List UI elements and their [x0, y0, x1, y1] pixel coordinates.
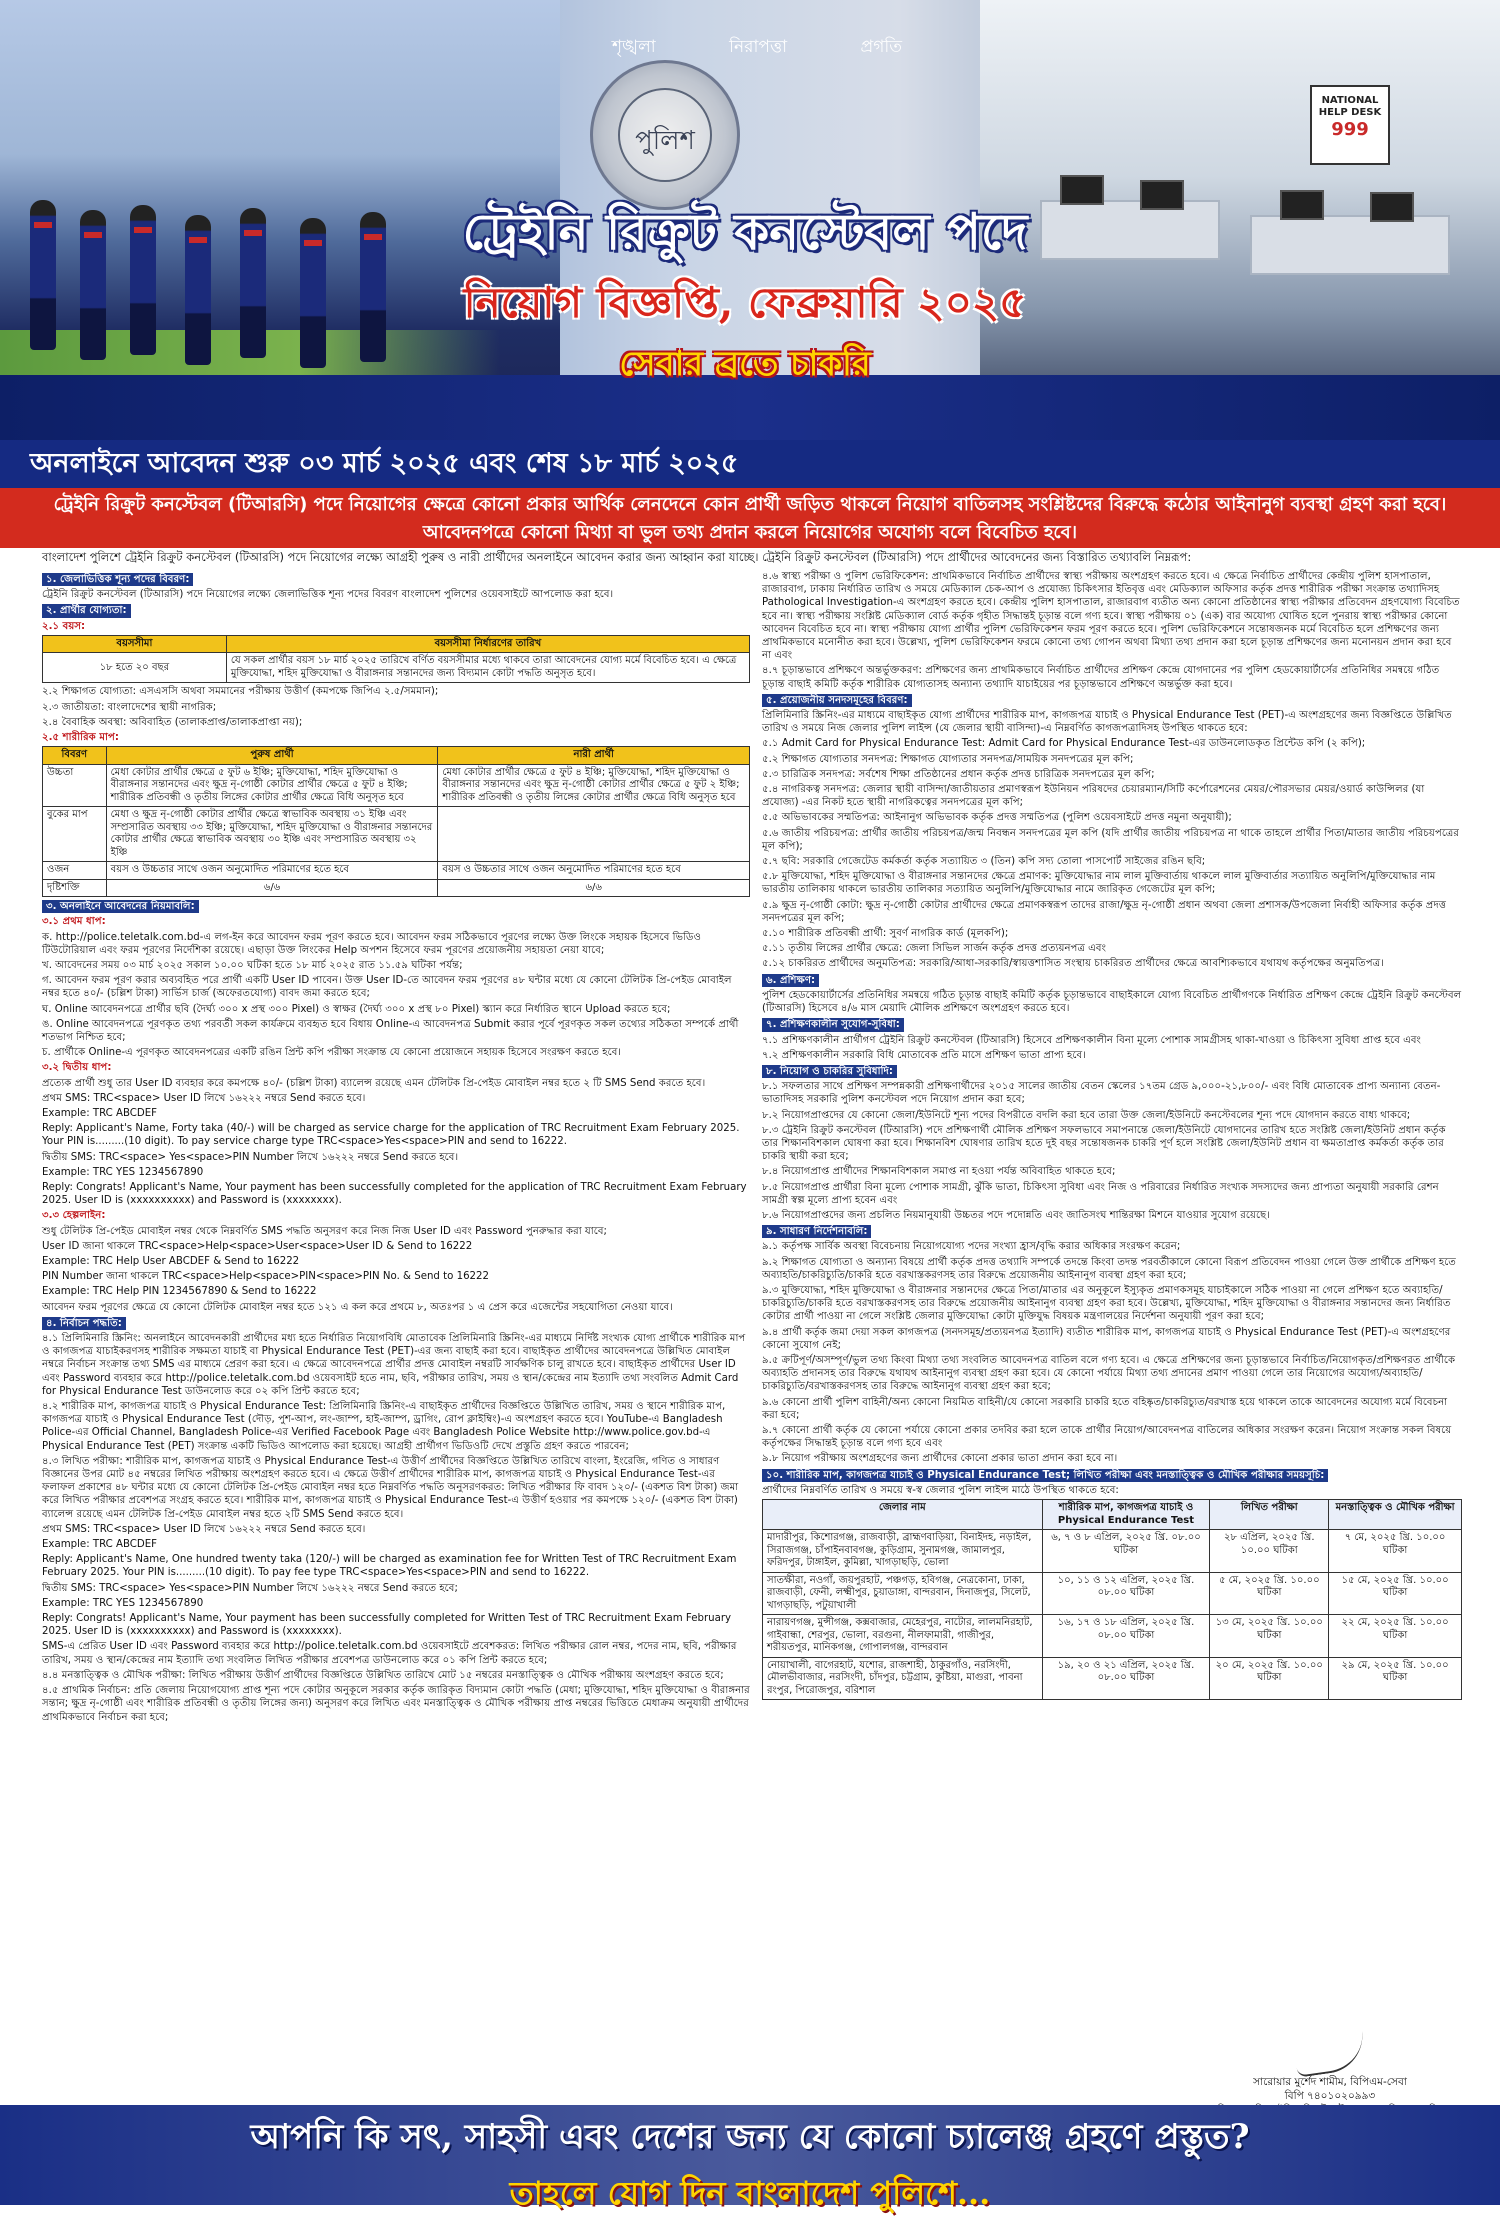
- table-cell: ৬/৬: [106, 879, 438, 897]
- paragraph: ৯.৩ মুক্তিযোদ্ধা, শহিদ মুক্তিযোদ্ধা ও বীরাঙ্গনার সন্তানদের ক্ষেত্রে পিতা/মাতার এর অনুকূলে ইস্যুকৃত প্রমাণকসমূহ যাচাইকালে সঠিক পাওয়া না গেলে প্রশিক্ষণ হতে অব্যাহতি/চাকরিচ্যুতি/চাকরি হতে বরখাস্তকরণসহ তার বিরুদ্ধে প্রয়োজনীয় আইনানুগ ব্যবস্থা গ্রহণ করা হবে। উল্লেখ্য, মুক্তিযোদ্ধা, শহিদ মুক্তিযোদ্ধা ও বীরাঙ্গনার সন্তানদের জন্য নির্ধারিত কোটার প্রার্থী পাওয়া না গেলে সংশ্লিষ্ট জেলার মুক্তিযোদ্ধা কোটা মুক্তিযুদ্ধ বিষয়ক মন্ত্রণালয়ের নির্দেশনা অনুযায়ী পূরণ করা হবে;: [762, 1284, 1451, 1323]
- paragraph: ৮.৩ ট্রেইনি রিক্রুট কনস্টেবল (টিআরসি) পদে প্রশিক্ষণার্থী মৌলিক প্রশিক্ষণ সফলভাবে সমাপনান্তে জেলা/ইউনিটে যোগদানের তারিখ হতে সংশ্লিষ্ট জেলা/ইউনিট প্রধান কর্তৃক তার শিক্ষানবিশকাল ঘোষণা করা হবে। শিক্ষানবিশ ঘোষণার তারিখ হতে দুই বছর সন্তোষজনক চাকরি পূর্ণ হলে সংশ্লিষ্ট জেলা/ইউনিট প্রধান বা ক্ষমতাপ্রাপ্ত কর্মকর্তা কর্তৃক তার চাকরি স্থায়ী করা হবে;: [762, 1124, 1446, 1163]
- paragraph: ক. http://police.teletalk.com.bd-এ লগ-ইন করে আবেদন ফরম পূরণ করতে হবে। আবেদন ফরম সঠিকভাবে পূরণের লক্ষ্যে উক্ত লিংকে সহায়ক হিসেবে ভিডিও টিউটোরিয়াল এবং ফরম পূরণের নির্দেশিকা রয়েছে। এছাড়া উক্ত লিংকের Help অপশন হিসেবে ফরম পূরণের প্রয়োজনীয় সহায়তা নেয়া যাবে;: [42, 931, 702, 956]
- paragraph: ৪.৬ স্বাস্থ্য পরীক্ষা ও পুলিশ ভেরিফিকেশন: প্রাথমিকভাবে নির্বাচিত প্রার্থীদের স্বাস্থ্য পরীক্ষায় অংশগ্রহণ করতে হবে। এ ক্ষেত্রে নির্বাচিত প্রার্থীদের কেন্দ্রীয় পুলিশ হাসপাতাল, রাজারবাগ, ঢাকায় নির্ধারিত তারিখ ও সময়ে মেডিক্যাল চেক-আপ ও প্রযোজ্য চিকিৎসার ইতিবৃত্ত এবং মেডিক্যাল অফিসার কর্তৃক প্রদত্ত শারীরিক পরীক্ষা সংক্রান্ত তথ্যাদিসহ Pathological Investigation-এ অংশগ্রহণ করতে হবে। কেন্দ্রীয় পুলিশ হাসপাতাল, রাজারবাগ ব্যতীত অন্য কোনো প্রতিষ্ঠানের স্বাস্থ্য পরীক্ষার প্রতিবেদন গ্রহণযোগ্য বিবেচিত হবে না। স্বাস্থ্য পরীক্ষায় সংশ্লিষ্ট মেডিক্যাল বোর্ড কর্তৃক গৃহীত সিদ্ধান্তই চূড়ান্ত বলে গণ্য হবে। স্বাস্থ্য পরীক্ষায় ০১ (এক) বার অযোগ্য ঘোষিত হলে পুনরায় স্বাস্থ্য পরীক্ষার কোনো আবেদন বিবেচিত হবে না। স্বাস্থ্য পরীক্ষায় যোগ্য প্রার্থীর পুলিশ ভেরিফিকেশন ফরম পূরণ করতে হবে। পুলিশ ভেরিফিকেশনে সন্তোষজনক মর্মে বিবেচিত হলে প্রশিক্ষণের জন্য প্রাথমিকভাবে মনোনীত করা হবে। উল্লেখ্য, পুলিশ ভেরিফিকেশন ফরমে কোনো তথ্য গোপন অথবা মিথ্যা তথ্য প্রদান করা হলে চূড়ান্ত প্রশিক্ষণের জন্য মনোনয়ন প্রদান করা হবে না এবং: [762, 571, 1460, 662]
- help-desk-999-sign: [1310, 85, 1390, 165]
- footer-question: আপনি কি সৎ, সাহসী এবং দেশের জন্য যে কোনো চ্যালেঞ্জ গ্রহণে প্রস্তুত?: [250, 2117, 1250, 2157]
- table-cell: ১৯, ২০ ও ২১ এপ্রিল, ২০২৫ খ্রি. ০৮.০০ ঘটিকা: [1042, 1657, 1210, 1700]
- motto: [612, 34, 902, 62]
- paragraph: পুলিশ হেডকোয়ার্টার্সের প্রতিনিধির সমন্বয়ে গঠিত চূড়ান্ত বাছাই কমিটি কর্তৃক চূড়ান্তভাবে বাছাইকালে যোগ্য বিবেচিত প্রার্থীগণকে নির্ধারিত প্রশিক্ষণ কেন্দ্রে ট্রেইনি রিক্রুট কনস্টেবল (টিআরসি) হিসেবে ৪/৬ মাস মেয়াদি মৌলিক প্রশিক্ষণে অংশগ্রহণ করতে হবে।: [762, 989, 1462, 1015]
- sub-heading: ৩.২ দ্বিতীয় ধাপ:: [42, 1062, 112, 1074]
- paragraph: User ID জানা থাকলে TRC<space>Help<space>User<space>User ID & Send to 16222: [42, 1240, 473, 1252]
- table-cell: ৬/৬: [438, 879, 750, 897]
- paragraph: ৪.৩ লিখিত পরীক্ষা: শারীরিক মাপ, কাগজপত্র যাচাই ও Physical Endurance Test-এ উত্তীর্ণ প্রার্থীদের বিজ্ঞপ্তিতে উল্লিখিত তারিখে বাংলা, ইংরেজি, গণিত ও সাধারণ বিজ্ঞানের উপর মোট ৪৫ নম্বরের লিখিত পরীক্ষায় অংশগ্রহণ করতে হবে। এ ক্ষেত্রে উত্তীর্ণ প্রার্থীদের শারীরিক মাপ, কাগজপত্র যাচাই ও Physical Endurance Test-এর ফলাফল প্রকাশের ৪৮ ঘন্টার মধ্যে যে কোনো টেলিটক প্রি-পেইড মোবাইল নম্বর হতে নিম্নবর্ণিত পদ্ধতি অনুসরণকরত: লিখিত পরীক্ষার ফি বাবদ ১২০/- (একশত বিশ টাকা) জমা করে লিখিত পরীক্ষার প্রবেশপত্র সংগ্রহ করতে হবে। শারীরিক মাপ, কাগজপত্র যাচাই ও Physical Endurance Test-এ উত্তীর্ণ হওয়ার পর কমপক্ষে ১২০/- (একশত বিশ টাকা) ব্যালেন্স রয়েছে এমন টেলিটক প্রি-পেইড মোবাইল নম্বর হতে ২টি SMS Send করতে হবে।: [42, 1455, 739, 1520]
- paragraph: ৪.৫ প্রাথমিক নির্বাচন: প্রতি জেলায় নিয়োগযোগ্য প্রাপ্ত শূন্য পদে কোটার অনুকূলে সরকার কর্তৃক জারিকৃত বিদ্যমান কোটা পদ্ধতি (মেধা; মুক্তিযোদ্ধা, শহিদ মুক্তিযোদ্ধা ও বীরাঙ্গনার সন্তান; ক্ষুদ্র নৃ-গোষ্ঠী এবং শারীরিক প্রতিবন্ধী ও তৃতীয় লিঙ্গের জন্য) অনুসরণ করে লিখিত এবং মনস্তাত্ত্বিক ও মৌখিক পরীক্ষায় প্রাপ্ত নম্বরের ভিত্তিতে মেধাক্রম অনুযায়ী প্রার্থীদের প্রাথমিকভাবে নির্বাচন করা হবে;: [42, 1685, 750, 1723]
- paragraph: ৭.১ প্রশিক্ষণকালীন প্রার্থীগণ ট্রেইনি রিক্রুট কনস্টেবল (টিআরসি) হিসেবে প্রশিক্ষণকালীন বিনা মূল্যে পোশাক সামগ্রীসহ থাকা-খাওয়া ও চিকিৎসা সুবিধা প্রাপ্ত হবে এবং: [762, 1034, 1421, 1046]
- table-header: পুরুষ প্রার্থী: [106, 747, 438, 765]
- paragraph: SMS-এ প্রেরিত User ID এবং Password ব্যবহার করে http://police.teletalk.com.bd ওয়েবসাইটে প্রবেশকরত: লিখিত পরীক্ষার রোল নম্বর, পদের নাম, ছবি, পরীক্ষার তারিখ, সময় ও স্থান/কেন্দ্রের নাম ইত্যাদি তথ্য সংবলিত লিখিত পরীক্ষার প্রবেশপত্র ডাউনলোড করে ০১ কপি প্রিন্ট করতে হবে;: [42, 1641, 737, 1666]
- paragraph: শুধু টেলিটক প্রি-পেইড মোবাইল নম্বর থেকে নিম্নবর্ণিত SMS পদ্ধতি অনুসরণ করে নিজ নিজ User ID এবং Password পুনরুদ্ধার করা যাবে;: [42, 1225, 607, 1237]
- table-cell: মেধা কোটার প্রার্থীর ক্ষেত্রে ৫ ফুট ৪ ইঞ্চি; মুক্তিযোদ্ধা, শহিদ মুক্তিযোদ্ধা ও বীরাঙ্গনার সন্তানদের এবং ক্ষুদ্র নৃ-গোষ্ঠী কোটার প্রার্থীর ক্ষেত্রে ৫ ফুট ২ ইঞ্চি; শারীরিক প্রতিবন্ধী ও তৃতীয় লিঙ্গের কোটার প্রার্থীর ক্ষেত্রে বিধি অনুসৃত হবে: [438, 764, 750, 807]
- warning-banner: ট্রেইনি রিক্রুট কনস্টেবল (টিআরসি) পদে নিয়োগের ক্ষেত্রে কোনো প্রকার আর্থিক লেনদেনে কোন প্রার্থী জড়িত থাকলে নিয়োগ বাতিলসহ সংশ্লিষ্টদের বিরুদ্ধে কঠোর আইনানুগ ব্যবস্থা গ্রহণ করা হবে। আবেদনপত্রে কোনো মিথ্যা বা ভুল তথ্য প্রদান করলে নিয়োগের অযোগ্য বলে বিবেচিত হবে।: [0, 488, 1500, 548]
- tagline: সেবার ব্রতে চাকরি: [619, 344, 871, 384]
- table-cell: মাদারীপুর, কিশোরগঞ্জ, রাজবাড়ী, ব্রাহ্মণবাড়িয়া, বিনাইদহ, নড়াইল, সিরাজগঞ্জ, চাঁপাইনবাবগঞ্জ, কুড়িগ্রাম, সুনামগঞ্জ, জামালপুর, ফরিদপুর, টাঙ্গাইল, কুমিল্লা, খাগড়াছড়ি, ভোলা: [763, 1530, 1043, 1573]
- paragraph: প্রত্যেক প্রার্থী শুধু তার User ID ব্যবহার করে কমপক্ষে ৪০/- (চল্লিশ টাকা) ব্যালেন্স রয়েছে এমন টেলিটক প্রি-পেইড মোবাইল নম্বর হতে ২ টি SMS Send করতে হবে।: [42, 1077, 706, 1089]
- paragraph: প্রিলিমিনারি স্ক্রিনিং-এর মাধ্যমে বাছাইকৃত যোগ্য প্রার্থীদের শারীরিক মাপ, কাগজপত্র যাচাই ও Physical Endurance Test (PET)-এ অংশগ্রহণের জন্য বিজ্ঞপ্তিতে উল্লিখিত তারিখ ও সময়ে নিজ জেলার পুলিশ লাইন্স (যে জেলার স্থায়ী বাসিন্দা)-এ নিম্নবর্ণিত কাগজপত্রাদিসহ উপস্থিত থাকতে হবে:: [762, 710, 1452, 735]
- paragraph: ৫.৫ অভিভাবকের সম্মতিপত্র: আইনানুগ অভিভাবক কর্তৃক প্রদত্ত সম্মতিপত্র (পুলিশ ওয়েবসাইটে প্রদত্ত নমুনা অনুযায়ী);: [762, 812, 1232, 824]
- paragraph: ২.২ শিক্ষাগত যোগ্যতা: এসএসসি অথবা সমমানের পরীক্ষায় উত্তীর্ণ (কমপক্ষে জিপিএ ২.৫/সমমান);: [42, 686, 439, 698]
- section-heading: ৯. সাধারণ নির্দেশনাবলি:: [762, 1225, 871, 1238]
- parade-soldier: [300, 218, 326, 368]
- section-heading: ১০. শারীরিক মাপ, কাগজপত্র যাচাই ও Physical Endurance Test; লিখিত পরীক্ষা এবং মনস্তাত্ত্বিক ও মৌখিক পরীক্ষার সময়সূচি:: [762, 1469, 1328, 1482]
- table-row: [763, 1657, 1462, 1700]
- paragraph: ৯.৮ নিয়োগ পরীক্ষায় অংশগ্রহণের জন্য প্রার্থীদের কোনো প্রকার ভাতা প্রদান করা হবে না।: [762, 1453, 1118, 1465]
- schedule-table: [762, 1499, 1462, 1700]
- table-cell: দৃষ্টিশক্তি: [43, 879, 107, 897]
- helpdesk-number: 999: [1331, 119, 1369, 140]
- emblem-text: পুলিশ: [635, 126, 695, 156]
- paragraph: ৯.২ শিক্ষাগত যোগ্যতা ও অন্যান্য বিষয়ে প্রার্থী কর্তৃক প্রদত্ত তথ্যাদি সম্পর্কে তদন্তে কিংবা তদন্ত পরবর্তীকালে কোনো বিরূপ প্রতিবেদন পাওয়া গেলে উক্ত প্রার্থীকে প্রশিক্ষণ হতে অব্যাহতি/চাকরিচ্যুতি/চাকরি হতে বরখাস্তকরণসহ তার বিরুদ্ধে প্রয়োজনীয় আইনানুগ ব্যবস্থা গ্রহণ করা হবে;: [762, 1256, 1456, 1281]
- paragraph: চ. প্রার্থীকে Online-এ পূরণকৃত আবেদনপত্রের একটি রঙিন প্রিন্ট কপি পরীক্ষা সংক্রান্ত যে কোনো প্রয়োজনে সহায়ক হিসেবে সংরক্ষণ করতে হবে।: [42, 1047, 622, 1059]
- table-cell: ওজন: [43, 862, 107, 880]
- table-cell: [438, 807, 750, 862]
- paragraph: প্রার্থীদের নিম্নবর্ণিত তারিখ ও সময়ে স্ব-স্ব জেলার পুলিশ লাইন্স মাঠে উপস্থিত থাকতে হবে:: [762, 1484, 1119, 1496]
- helpdesk-top: NATIONAL HELP DESK: [1318, 95, 1382, 118]
- paragraph: PIN Number জানা থাকলে TRC<space>Help<space>PIN<space>PIN No. & Send to 16222: [42, 1271, 489, 1283]
- table-header: নারী প্রার্থী: [438, 747, 750, 765]
- paragraph: ৫.১ Admit Card for Physical Endurance Test: Admit Card for Physical Endurance Test-এর ডাউনলোডকৃত প্রিন্টেড কপি (২ কপি);: [762, 738, 1366, 750]
- table-cell: ২০ মে, ২০২৫ খ্রি. ১০.০০ ঘটিকা: [1210, 1657, 1329, 1700]
- paragraph: ৪.১ প্রিলিমিনারি স্ক্রিনিং: অনলাইনে আবেদনকারী প্রার্থীদের মধ্য হতে নির্ধারিত নিয়োগবিধি মোতাবেক প্রিলিমিনারি স্ক্রিনিং-এর মাধ্যমে নির্দিষ্ট সংখ্যক যোগ্য প্রার্থীকে শারীরিক মাপ ও কাগজপত্র যাচাইকরণসহ শারীরিক সক্ষমতা যাচাই বা Physical Endurance Test (PET)-এর জন্য বাছাই করা হবে। বাছাইকৃত প্রার্থীদের আবেদনপত্রে উল্লিখিত মোবাইল নম্বরে নির্বাচন সংক্রান্ত তথ্য SMS এর মাধ্যমে প্রেরণ করা হবে। এ ক্ষেত্রে আবেদনপত্রে প্রার্থীর প্রদত্ত মোবাইল নম্বরটি সার্বক্ষণিক চালু রাখতে হবে। বাছাইকৃত প্রার্থীদের User ID এবং Password ব্যবহার করে http://police.teletalk.com.bd ওয়েবসাইট হতে নাম, ছবি, পরীক্ষার তারিখ, সময় ও স্থান/কেন্দ্রের নাম ইত্যাদি তথ্য সংবলিত Admit Card for Physical Endurance Test ডাউনলোড করে ০২ কপি প্রিন্ট করতে হবে;: [42, 1333, 746, 1397]
- parade-soldier: [360, 212, 386, 362]
- paragraph: ৫.২ শিক্ষাগত যোগ্যতার সনদপত্র: শিক্ষাগত যোগ্যতার সনদপত্র/সাময়িক সনদপত্রের মূল কপি;: [762, 753, 1134, 765]
- paragraph: ৮.৫ নিয়োগপ্রাপ্ত প্রার্থীরা বিনা মূল্যে পোশাক সামগ্রী, ঝুঁকি ভাতা, চিকিৎসা সুবিধা এবং নিজ ও পরিবারের নির্ধারিত সংখ্যক সদস্যদের জন্য প্রাপ্যতা অনুযায়ী সরকারি রেশন সামগ্রী স্বল্প মূল্যে প্রাপ্য হবেন এবং: [762, 1181, 1439, 1206]
- paragraph: Example: TRC Help PIN 1234567890 & Send to 16222: [42, 1286, 317, 1298]
- table-header: বয়সসীমা নির্ধারণের তারিখ: [226, 635, 749, 653]
- table-cell: মেধা ও ক্ষুদ্র নৃ-গোষ্ঠী কোটার প্রার্থীর ক্ষেত্রে স্বাভাবিক অবস্থায় ৩১ ইঞ্চি এবং সম্প্রসারিত অবস্থায় ৩৩ ইঞ্চি; মুক্তিযোদ্ধা, শহিদ মুক্তিযোদ্ধা ও বীরাঙ্গনার সন্তানদের কোটার প্রার্থীর ক্ষেত্রে স্বাভাবিক অবস্থায় ৩০ ইঞ্চি এবং সম্প্রসারিত অবস্থায় ৩২ ইঞ্চি: [106, 807, 438, 862]
- parade-soldier: [80, 210, 106, 360]
- table-cell: বুকের মাপ: [43, 807, 107, 862]
- age-table: [42, 635, 750, 684]
- paragraph: প্রথম SMS: TRC<space> User ID লিখে ১৬২২২ নম্বরে Send করতে হবে।: [42, 1092, 366, 1104]
- paragraph: ৯.১ কর্তৃপক্ষ সার্বিক অবস্থা বিবেচনায় নিয়োগযোগ্য পদের সংখ্যা হ্রাস/বৃদ্ধি করার অধিকার সংরক্ষণ করেন;: [762, 1241, 1181, 1253]
- parade-soldier: [130, 205, 156, 355]
- paragraph: ৭.২ প্রশিক্ষণকালীন সরকারি বিধি মোতাবেক প্রতি মাসে প্রশিক্ষণ ভাতা প্রাপ্য হবে।: [762, 1049, 1086, 1061]
- table-row: [763, 1572, 1462, 1615]
- motto-word: প্রগতি: [860, 37, 902, 57]
- paragraph: আবেদন ফরম পূরণের ক্ষেত্রে যে কোনো টেলিটক মোবাইল নম্বর হতে ১২১ এ কল করে প্রথমে ৮, অতঃপর ১ এ প্রেস করে এজেন্টের সহযোগিতা নেওয়া যাবে।: [42, 1301, 673, 1313]
- section-heading: ২. প্রার্থীর যোগ্যতা:: [42, 604, 131, 617]
- table-cell: ৬, ৭ ও ৮ এপ্রিল, ২০২৫ খ্রি. ০৮.০০ ঘটিকা: [1042, 1530, 1210, 1573]
- table-cell: বয়স ও উচ্চতার সাথে ওজন অনুমোদিত পরিমাণের হতে হবে: [106, 862, 438, 880]
- signature-icon: [1293, 2030, 1368, 2077]
- table-header: শারীরিক মাপ, কাগজপত্র যাচাই ও Physical Endurance Test: [1042, 1500, 1210, 1530]
- table-cell: ১৩ মে, ২০২৫ খ্রি. ১০.০০ ঘটিকা: [1210, 1615, 1329, 1658]
- table-cell: ৭ মে, ২০২৫ খ্রি. ১০.০০ ঘটিকা: [1329, 1530, 1462, 1573]
- paragraph: ট্রেইনি রিক্রুট কনস্টেবল (টিআরসি) পদে নিয়োগের লক্ষ্যে জেলাভিত্তিক শূন্য পদের বিবরণ বাংলাদেশ পুলিশের ওয়েবসাইটে আপলোড করা হবে।: [42, 589, 614, 601]
- sub-heading: ৩.৩ হেল্পলাইন:: [42, 1210, 106, 1222]
- table-cell: যে সকল প্রার্থীর বয়স ১৮ মার্চ ২০২৫ তারিখে বর্ণিত বয়সসীমার মধ্যে থাকবে তারা আবেদনের যোগ্য মর্মে বিবেচিত হবে। এ ক্ষেত্রে মুক্তিযোদ্ধা, শহিদ মুক্তিযোদ্ধা ও বীরাঙ্গনার সন্তানদের জন্য বিদ্যমান কোটা পদ্ধতি অনুসৃত হবে।: [226, 653, 749, 683]
- section-heading: ৮. নিয়োগ ও চাকরির সুবিধাদি:: [762, 1065, 897, 1078]
- monitor: [1140, 180, 1184, 210]
- table-cell: নোয়াখালী, বাগেরহাট, যশোর, রাজশাহী, ঠাকুরগাঁও, নরসিংদী, মৌলভীবাজার, নরসিংদী, চাঁদপুর, চট্টগ্রাম, কুষ্টিয়া, মাগুরা, পাবনা রংপুর, পিরোজপুর, বরিশাল: [763, 1657, 1043, 1700]
- paragraph: ৮.৬ নিয়োগপ্রাপ্তদের জন্য প্রচলিত নিয়মানুযায়ী উচ্চতর পদে পদোন্নতি এবং জাতিসংঘ শান্তিরক্ষা মিশনে যাওয়ার সুযোগ রয়েছে।: [762, 1209, 1270, 1221]
- table-row: [763, 1530, 1462, 1573]
- paragraph: ৫.৩ চারিত্রিক সনদপত্র: সর্বশেষ শিক্ষা প্রতিষ্ঠানের প্রধান কর্তৃক প্রদত্ত চারিত্রিক সনদপত্রের মূল কপি;: [762, 768, 1155, 780]
- section-heading: ৫. প্রয়োজনীয় সনদসমূহের বিবরণ:: [762, 694, 912, 707]
- motto-word: নিরাপত্তা: [729, 37, 788, 57]
- intro-text: বাংলাদেশ পুলিশে ট্রেইনি রিক্রুট কনস্টেবল (টিআরসি) পদে নিয়োগের লক্ষ্যে আগ্রহী পুরুষ ও নারী প্রার্থীদের অনলাইনে আবেদন করার জন্য আহ্বান করা যাচ্ছে। ট্রেইনি রিক্রুট কনস্টেবল (টিআরসি) পদে প্রার্থীদের আবেদনের জন্য বিস্তারিত তথ্যাবলি নিম্নরূপ:: [42, 550, 1192, 564]
- paragraph: ঙ. Online আবেদনপত্রে পূরণকৃত তথ্য পরবর্তী সকল কার্যক্রমে ব্যবহৃত হবে বিধায় Online-এ আবেদনপত্র Submit করার পূর্বে পূরণকৃত সকল তথ্যের সঠিকতা সম্পর্কে প্রার্থী শতভাগ নিশ্চিত হবে;: [42, 1018, 739, 1043]
- sub-heading: ২.৫ শারীরিক মাপ:: [42, 731, 119, 743]
- online-application-banner: অনলাইনে আবেদন শুরু ০৩ মার্চ ২০২৫ এবং শেষ ১৮ মার্চ ২০২৫: [0, 440, 1500, 488]
- table-cell: ১৬, ১৭ ও ১৮ এপ্রিল, ২০২৫ খ্রি. ০৮.০০ ঘটিকা: [1042, 1615, 1210, 1658]
- paragraph: Reply: Applicant's Name, One hundred twenty taka (120/-) will be charged as examination fee for Written Test of TRC Recruitment Exam February 2025. Your PIN is.........(10 digit). To pay fee type TRC<space>Yes<space>PIN and send to 16222.: [42, 1554, 737, 1579]
- right-column: [762, 570, 1462, 1702]
- paragraph: Example: TRC Help User ABCDEF & Send to 16222: [42, 1256, 300, 1267]
- paragraph: গ. আবেদন ফরম পূরণ করার অব্যবহিত পরে প্রার্থী একটি User ID পাবেন। উক্ত User ID-তে আবেদন ফরম পূরণের ৪৮ ঘন্টার মধ্যে যে কোনো টেলিটক প্রি-পেইড মোবাইল নম্বর হতে ৪০/- (চল্লিশ টাকা) সার্ভিস চার্জ (অফেরতযোগ্য) বাবদ জমা করতে হবে;: [42, 975, 732, 1000]
- table-cell: ১৮ হতে ২০ বছর: [43, 653, 227, 683]
- paragraph: ৫.১১ তৃতীয় লিঙ্গের প্রার্থীর ক্ষেত্রে: জেলা সিভিল সার্জন কর্তৃক প্রদত্ত প্রত্যয়নপত্র এবং: [762, 943, 1106, 955]
- paragraph: প্রথম SMS: TRC<space> User ID লিখে ১৬২২২ নম্বরে Send করতে হবে।: [42, 1523, 366, 1535]
- section-heading: ৬. প্রশিক্ষণ:: [762, 974, 819, 987]
- table-header: বিবরণ: [43, 747, 107, 765]
- table-header: বয়সসীমা: [43, 635, 227, 653]
- paragraph: ২.৩ জাতীয়তা: বাংলাদেশের স্থায়ী নাগরিক;: [42, 701, 217, 713]
- monitor: [1280, 190, 1324, 220]
- paragraph: Example: TRC ABCDEF: [42, 1539, 158, 1551]
- table-cell: নারায়ণগঞ্জ, মুন্সীগঞ্জ, কক্সবাজার, মেহেরপুর, নাটোর, লালমনিরহাট, গাইবান্ধা, শেরপুর, ভোলা, বরগুনা, নীলফামারী, গাজীপুর, শরীয়তপুর, মানিকগঞ্জ, গোপালগঞ্জ, বান্দরবান: [763, 1615, 1043, 1658]
- paragraph: ৫.৯ ক্ষুদ্র নৃ-গোষ্ঠী কোটা: ক্ষুদ্র নৃ-গোষ্ঠী কোটার প্রার্থীদের ক্ষেত্রে প্রমাণকস্বরূপ তাদের রাজা/ক্ষুদ্র নৃ-গোষ্ঠী প্রধান অথবা জেলা প্রশাসক/উপজেলা নির্বাহী অফিসার কর্তৃক প্রদত্ত সনদপত্রের মূল কপি;: [762, 899, 1446, 924]
- paragraph: ৯.৭ কোনো প্রার্থী কর্তৃক যে কোনো পর্যায়ে কোনো প্রকার তদবির করা হলে তাকে প্রার্থীর নিয়োগ/আবেদনপত্র বাতিলের অধিকার সংরক্ষণ করেন। নিয়োগ সংক্রান্ত সকল বিষয়ে কর্তৃপক্ষের সিদ্ধান্তই চূড়ান্ত বলে গণ্য হবে এবং: [762, 1424, 1452, 1450]
- table-cell: উচ্চতা: [43, 764, 107, 807]
- section-heading: ৭. প্রশিক্ষণকালীন সুযোগ-সুবিধা:: [762, 1018, 904, 1031]
- table-cell: ২৯ মে, ২০২৫ খ্রি. ১০.০০ ঘটিকা: [1329, 1657, 1462, 1700]
- signatory-name: সারোয়ার মুর্শেদ শামীম, বিপিএম-সেবা: [1253, 2076, 1407, 2088]
- paragraph: খ. আবেদনের সময় ০৩ মার্চ ২০২৫ সকাল ১০.০০ ঘটিকা হতে ১৮ মার্চ ২০২৫ রাত ১১.৫৯ ঘটিকা পর্যন্ত;: [42, 959, 463, 971]
- paragraph: দ্বিতীয় SMS: TRC<space> Yes<space>PIN Number লিখে ১৬২২২ নম্বরে Send করতে হবে;: [42, 1582, 458, 1594]
- table-header: জেলার নাম: [763, 1500, 1043, 1530]
- paragraph: ৫.৪ নাগরিকত্ব সনদপত্র: জেলার স্থায়ী বাসিন্দা/জাতীয়তার প্রমাণস্বরূপ ইউনিয়ন পরিষদের চেয়ারম্যান/সিটি কর্পোরেশনের মেয়র/পৌরসভার মেয়র/ওয়ার্ড কাউন্সিলর (যা প্রযোজ্য) -এর নিকট হতে স্থায়ী নাগরিকত্বের সনদপত্রের মূল কপি;: [762, 784, 1425, 809]
- paragraph: ৪.২ শারীরিক মাপ, কাগজপত্র যাচাই ও Physical Endurance Test: প্রিলিমিনারি স্ক্রিনিং-এ বাছাইকৃত প্রার্থীদের বিজ্ঞপ্তিতে উল্লিখিত তারিখ, সময় ও স্থানে শারীরিক মাপ, কাগজপত্র যাচাই ও Physical Endurance Test (দৌড়, পুশ-আপ, লং-জাম্প, হাই-জাম্প, ড্রাগিং, রোপ ক্লাইম্বিং)-এ অংশগ্রহণ করতে হবে। YouTube-এ Bangladesh Police-এর Official Channel, Bangladesh Police-এর Verified Facebook Page এবং Bangladesh Police Website http://www.police.gov.bd-এ Physical Endurance Test (PET) সংক্রান্ত একটি ভিডিও আপলোড করা হয়েছে। আগ্রহী প্রার্থীগণ ভিডিওটি দেখে প্রস্তুতি গ্রহণ করতে পারবেন;: [42, 1401, 726, 1452]
- paragraph: Reply: Applicant's Name, Forty taka (40/-) will be charged as service charge for the application of TRC Recruitment Exam February 2025. Your PIN is.........(10 digit). To pay service charge type TRC<space>Yes<space>PIN and send to 16222.: [42, 1123, 740, 1148]
- title-line2: নিয়োগ বিজ্ঞপ্তি, ফেব্রুয়ারি ২০২৫: [463, 278, 1027, 327]
- parade-soldier: [240, 208, 266, 358]
- paragraph: ৯.৫ ক্রটিপূর্ণ/অসম্পূর্ণ/ভুল তথ্য কিংবা মিথ্যা তথ্য সংবলিত আবেদনপত্র বাতিল বলে গণ্য হবে। এ ক্ষেত্রে প্রশিক্ষণের জন্য চূড়ান্তভাবে নির্বাচিত/নিয়োগকৃত/প্রশিক্ষণরত প্রার্থীকে অব্যাহতি প্রদানসহ তার বিরুদ্ধে যথাযথ আইনানুগ ব্যবস্থা গ্রহণ করা হবে। যে কোনো পর্যায়ে মিথ্যা তথ্য প্রদানের প্রমাণ পাওয়া গেলে তার নিয়োগের অযোগ্য/অব্যাহতি/চাকরিচ্যুতি/বরখাস্তকরণসহ তার বিরুদ্ধে আইনানুগ ব্যবস্থা গ্রহণ করা হবে;: [762, 1354, 1456, 1393]
- paragraph: Example: TRC YES 1234567890: [42, 1597, 204, 1609]
- physical-table: [42, 746, 750, 897]
- paragraph: ৫.১০ শারীরিক প্রতিবন্ধী প্রার্থী: সুবর্ণ নাগরিক কার্ড (মূলকপি);: [762, 928, 1009, 940]
- table-cell: ২৮ এপ্রিল, ২০২৫ খ্রি. ১০.০০ ঘটিকা: [1210, 1530, 1329, 1573]
- parade-soldier: [30, 200, 56, 350]
- paragraph: ৫.১২ চাকরিরত প্রার্থীদের অনুমতিপত্র: সরকারি/আধা-সরকারি/স্বায়ত্তশাসিত সংস্থায় চাকরিরত প্রার্থীদের ক্ষেত্রে আবশ্যিকভাবে যথাযথ কর্তৃপক্ষের অনুমতিপত্র।: [762, 958, 1384, 970]
- section-heading: ১. জেলাভিত্তিক শূন্য পদের বিবরণ:: [42, 573, 193, 586]
- paragraph: ৪.৭ চূড়ান্তভাবে প্রশিক্ষণে অন্তর্ভুক্তকরণ: প্রশিক্ষণের জন্য প্রাথমিকভাবে নির্বাচিত প্রার্থীদের প্রশিক্ষণ কেন্দ্রে যোগদানের পর পুলিশ হেডকোয়ার্টার্সের প্রতিনিধির সমন্বয়ে গঠিত চূড়ান্ত বাছাই কমিটি কর্তৃক শারীরিক যোগ্যতাসহ অন্যান্য তথ্যাদি যাচাইয়ের পর চূড়ান্তভাবে প্রশিক্ষণে অন্তর্ভুক্ত করা হবে।: [762, 665, 1440, 690]
- paragraph: ৫.৬ জাতীয় পরিচয়পত্র: প্রার্থীর জাতীয় পরিচয়পত্র/জন্ম নিবন্ধন সনদপত্রের মূল কপি (যদি প্রার্থীর জাতীয় পরিচয়পত্র না থাকে তাহলে প্রার্থীর পিতা/মাতার জাতীয় পরিচয়পত্রের মূল কপি);: [762, 827, 1459, 852]
- footer-banner: [0, 2105, 1500, 2212]
- paragraph: Example: TRC YES 1234567890: [42, 1166, 204, 1178]
- sub-heading: ২.১ বয়স:: [42, 620, 86, 632]
- paragraph: দ্বিতীয় SMS: TRC<space> Yes<space>PIN Number লিখে ১৬২২২ নম্বরে Send করতে হবে।: [42, 1151, 459, 1163]
- paragraph: ৯.৪ প্রার্থী কর্তৃক জমা দেয়া সকল কাগজপত্র (সনদসমূহ/প্রত্যয়নপত্র ইত্যাদি) ব্যতীত শারীরিক মাপ, কাগজপত্র যাচাই ও Physical Endurance Test (PET)-এ অংশগ্রহণের কোনো সুযোগ নেই;: [762, 1326, 1451, 1351]
- table-cell: মেধা কোটার প্রার্থীর ক্ষেত্রে ৫ ফুট ৬ ইঞ্চি; মুক্তিযোদ্ধা, শহিদ মুক্তিযোদ্ধা ও বীরাঙ্গনার সন্তানদের এবং ক্ষুদ্র নৃ-গোষ্ঠী কোটার প্রার্থীর ক্ষেত্রে ৫ ফুট ৪ ইঞ্চি; শারীরিক প্রতিবন্ধী ও তৃতীয় লিঙ্গের কোটার প্রার্থীর ক্ষেত্রে বিধি অনুসৃত হবে: [106, 764, 438, 807]
- table-cell: বয়স ও উচ্চতার সাথে ওজন অনুমোদিত পরিমাণের হতে হবে: [438, 862, 750, 880]
- hero-banner: [0, 0, 1500, 440]
- paragraph: ৫.৮ মুক্তিযোদ্ধা, শহিদ মুক্তিযোদ্ধা ও বীরাঙ্গনার সন্তানদের ক্ষেত্রে প্রমাণক: মুক্তিযোদ্ধার নাম লাল মুক্তিবার্তায় থাকলে লাল মুক্তিবার্তার সত্যায়িত অনুলিপি/মুক্তিযোদ্ধার নাম ভারতীয় তালিকায় থাকলে ভারতীয় তালিকার সত্যায়িত অনুলিপি/মুক্তিযোদ্ধার নামে জারিকৃত গেজেটের মূল কপি;: [762, 871, 1436, 896]
- section-heading: ৩. অনলাইনে আবেদনের নিয়মাবলি:: [42, 900, 199, 913]
- sub-heading: ৩.১ প্রথম ধাপ:: [42, 916, 106, 928]
- left-column: [42, 570, 750, 1726]
- paragraph: ৮.২ নিয়োগপ্রাপ্তদের যে কোনো জেলা/ইউনিটে শূন্য পদের বিপরীতে বদলি করা হবে তারা উক্ত জেলা/ইউনিটে কনস্টেবলের শূন্য পদে যোগদান করতে বাধ্য থাকবে;: [762, 1109, 1411, 1121]
- table-cell: সাতক্ষীরা, নওগাঁ, জয়পুরহাট, পঞ্চগড়, হবিগঞ্জ, নেত্রকোনা, ঢাকা, রাজবাড়ী, ফেনী, লক্ষ্মীপুর, চুয়াডাঙ্গা, বান্দরবান, দিনাজপুর, সিলেট, খাগড়াছড়ি, পটুয়াখালী: [763, 1572, 1043, 1615]
- table-row: [763, 1615, 1462, 1658]
- footer-call-to-action: তাহলে যোগ দিন বাংলাদেশ পুলিশে...: [509, 2174, 991, 2212]
- paragraph: ৮.১ সফলতার সাথে প্রশিক্ষণ সম্পন্নকারী প্রশিক্ষণার্থীদের ২০১৫ সালের জাতীয় বেতন স্কেলের ১৭তম গ্রেড ৯,০০০-২১,৮০০/- এবং বিধি মোতাবেক প্রাপ্য অন্যান্য বেতন-ভাতাদিসহ সরকারি পুলিশ কনস্টেবল পদে নিয়োগ প্রদান করা হবে;: [762, 1081, 1441, 1106]
- paragraph: ২.৪ বৈবাহিক অবস্থা: অবিবাহিত (তালাকপ্রাপ্ত/তালাকপ্রাপ্তা নয়);: [42, 716, 303, 728]
- paragraph: ৪.৪ মনস্তাত্ত্বিক ও মৌখিক পরীক্ষা: লিখিত পরীক্ষায় উত্তীর্ণ প্রার্থীদের বিজ্ঞপ্তিতে উল্লিখিত তারিখে মোট ১৫ নম্বরের মনস্তাত্ত্বিক ও মৌখিক পরীক্ষায় অংশগ্রহণ করতে হবে;: [42, 1669, 724, 1681]
- title-line1: ট্রেইনি রিক্রুট কনস্টেবল পদে: [462, 202, 1028, 261]
- paragraph: ৮.৪ নিয়োগপ্রাপ্ত প্রার্থীদের শিক্ষানবিশকাল সমাপ্ত না হওয়া পর্যন্ত অবিবাহিত থাকতে হবে;: [762, 1166, 1116, 1178]
- table-header: লিখিত পরীক্ষা: [1210, 1500, 1329, 1530]
- monitor: [1370, 192, 1414, 222]
- paragraph: ঘ. Online আবেদনপত্রে প্রার্থীর ছবি (দৈর্ঘ্য ৩০০ x প্রস্থ ৩০০ Pixel) ও স্বাক্ষর (দৈর্ঘ্য ৩০০ x প্রস্থ ৮০ Pixel) স্ক্যান করে নির্ধারিত স্থানে Upload করতে হবে;: [42, 1003, 671, 1015]
- office-desk: [1250, 215, 1450, 275]
- signatory-id: বিপি ৭৪০১০২০৯৯৩: [1284, 2090, 1376, 2102]
- section-heading: ৪. নির্বাচন পদ্ধতি:: [42, 1317, 126, 1330]
- paragraph: Example: TRC ABCDEF: [42, 1107, 158, 1119]
- table-cell: ৫ মে, ২০২৫ খ্রি. ১০.০০ ঘটিকা: [1210, 1572, 1329, 1615]
- table-cell: ১৫ মে, ২০২৫ খ্রি. ১০.০০ ঘটিকা: [1329, 1572, 1462, 1615]
- table-cell: ২২ মে, ২০২৫ খ্রি. ১০.০০ ঘটিকা: [1329, 1615, 1462, 1658]
- table-cell: ১০, ১১ ও ১২ এপ্রিল, ২০২৫ খ্রি. ০৮.০০ ঘটিকা: [1042, 1572, 1210, 1615]
- police-emblem-icon: [590, 60, 740, 210]
- paragraph: Reply: Congrats! Applicant's Name, Your payment has been successfully completed for the application of TRC Recruitment Exam February 2025. User ID is (xxxxxxxxxx) and Password is (xxxxxxxx).: [42, 1181, 747, 1207]
- paragraph: Reply: Congrats! Applicant's Name, Your payment has been successfully completed for Written Test of TRC Recruitment Exam February 2025. User ID is (xxxxxxxxxx) and Password is (xxxxxxxx).: [42, 1613, 732, 1638]
- table-header: মনস্তাত্ত্বিক ও মৌখিক পরীক্ষা: [1329, 1500, 1462, 1530]
- motto-word: শৃঙ্খলা: [612, 37, 656, 57]
- paragraph: ৫.৭ ছবি: সরকারি গেজেটেড কর্মকর্তা কর্তৃক সত্যায়িত ৩ (তিন) কপি সদ্য তোলা পাসপোর্ট সাইজের রঙিন ছবি;: [762, 856, 1206, 868]
- paragraph: ৯.৬ কোনো প্রার্থী পুলিশ বাহিনী/অন্য কোনো নিয়মিত বাহিনী/যে কোনো সরকারি চাকরি হতে বহিষ্কৃত/চাকরিচ্যুত/বরখাস্ত হয়ে থাকলে তাকে আবেদনের অযোগ্য মর্মে বিবেচনা করা হবে;: [762, 1396, 1448, 1421]
- parade-soldier: [185, 215, 211, 365]
